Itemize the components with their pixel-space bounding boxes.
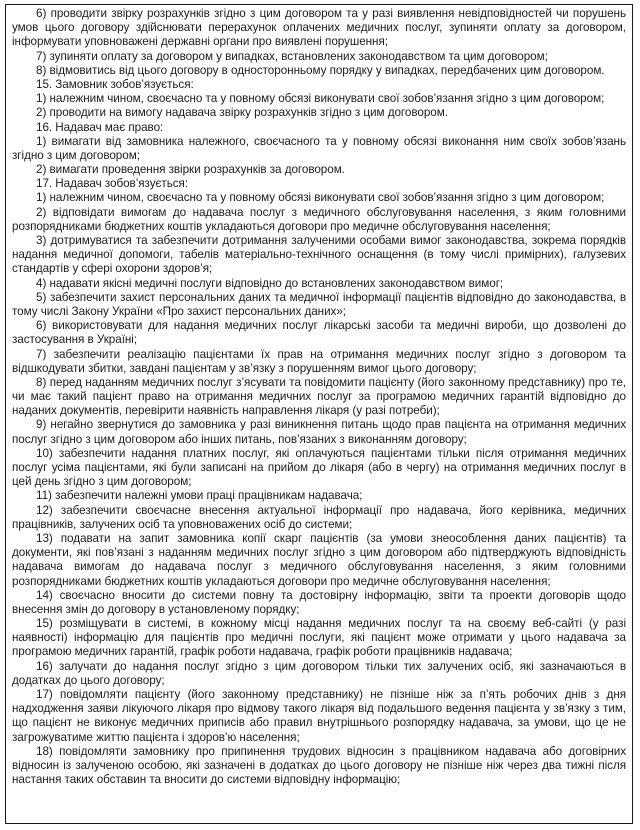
document-page [5,4,633,824]
contract-paragraph: 2) вимагати проведення звірки розрахунків за договором. [36,163,345,177]
contract-paragraph: 12) забезпечити своєчасне внесення актуальної інформації про надавача, його керівника, медичних працівників, залучених осіб та уповноважених осіб до системи; [12,503,626,531]
contract-paragraph: 1) належним чином, своєчасно та у повному обсязі виконувати свої зобов’язання згідно з цим договором; [36,92,605,106]
contract-paragraph: 17. Надавач зобов’язується: [36,177,189,191]
contract-paragraph: 1) вимагати від замовника належного, своєчасного та у повному обсязі виконання ним своїх зобов’язань згідно з цим договором; [12,134,626,162]
contract-paragraph: 10) забезпечити надання платних послуг, які оплачуються пацієнтами тільки після отримання медичних послуг усіма пацієнтами, які були записані на прийом до лікаря (або в чергу) на отримання медичних послуг в цей день згідно з цим договором; [12,446,626,489]
contract-paragraph: 9) негайно звернутися до замовника у разі виникнення питань щодо прав пацієнта на отримання медичних послуг згідно з цим договором або інших питань, пов’язаних з виконанням договору; [12,418,626,446]
contract-paragraph: 11) забезпечити належні умови праці працівникам надавача; [36,489,363,503]
contract-paragraph: 5) забезпечити захист персональних даних та медичної інформації пацієнтів відповідно до законодавства, в тому числі Закону України «Про захист персональних даних»; [12,290,626,318]
contract-paragraph: 17) повідомляти пацієнту (його законному представнику) не пізніше ніж за п’ять робочих днів з дня надходження заяви лікуючого лікаря про відмову такого лікаря від подальшого ведення пацієнта у зв’язку з тим, що пацієнт не виконує медичних приписів або правил внутрішнього розпорядку надавача, за умови, що це не загрожуватиме життю пацієнта і здоров’ю населення; [12,688,626,744]
contract-paragraph: 4) надавати якісні медичні послуги відповідно до встановлених законодавством вимог; [36,276,504,290]
contract-paragraph: 8) перед наданням медичних послуг з’ясувати та повідомити пацієнту (його законному представнику) про те, чи має такий пацієнт право на отримання медичних послуг за програмою медичних гарантій відповідно до наданих документів, перевірити наявність направлення лікаря (у разі потреби); [12,375,626,418]
contract-paragraph: 6) використовувати для надання медичних послуг лікарські засоби та медичні вироби, що дозволені до застосування в Україні; [12,319,626,347]
contract-paragraph: 2) відповідати вимогам до надавача послуг з медичного обслуговування населення, з яким головними розпорядниками бюджетних коштів укладаються договори про медичне обслуговування населення; [12,205,626,233]
contract-paragraph: 13) подавати на запит замовника копії скарг пацієнтів (за умови знеособлення даних пацієнтів) та документи, які пов’язані з наданням медичних послуг згідно з цим договором або підтверджують відповідність надавача вимогам до надавача послуг з медичного обслуговування населення, з яким головними розпорядниками бюджетних коштів укладаються договори про медичне обслуговування населення; [12,531,626,588]
contract-paragraph: 16. Надавач має право: [36,120,164,134]
contract-paragraph: 15. Замовник зобов’язується: [36,77,194,91]
contract-paragraph: 8) відмовитись від цього договору в односторонньому порядку у випадках, передбачених цим договором. [36,63,605,77]
contract-paragraph: 14) своєчасно вносити до системи повну та достовірну інформацію, звіти та проекти договорів щодо внесення змін до договору в установленому порядку; [12,588,626,616]
contract-paragraph: 15) розміщувати в системі, в кожному місці надання медичних послуг та на своєму веб-сайті (у разі наявності) інформацію для пацієнтів про медичні послуги, які пацієнт може отримати у цього надавача за програмою медичних гарантій, графік роботи надавача, графік роботи працівників надавача; [12,617,626,659]
contract-text [12,7,626,787]
contract-paragraph: 18) повідомляти замовнику про припинення трудових відносин з працівником надавача або договірних відносин із залученою особою, які зазначені в додатках до цього договору не пізніше ніж через два тижні після настання таких обставин та вносити до системи відповідну інформацію; [12,744,626,787]
contract-paragraph: 6) проводити звірку розрахунків згідно з цим договором та у разі виявлення невідповідностей чи порушень умов цього договору здійснювати перерахунок оплачених медичних послуг, зупиняти оплату за договором, інформувати уповноважені державні органи про виявлені порушення; [12,7,626,49]
contract-paragraph: 2) проводити на вимогу надавача звірку розрахунків згідно з цим договором. [36,106,448,120]
contract-paragraph: 16) залучати до надання послуг згідно з цим договором тільки тих залучених осіб, які зазначаються в додатках до цього договору; [12,659,626,687]
contract-paragraph: 7) забезпечити реалізацію пацієнтами їх прав на отримання медичних послуг згідно з договором та відшкодувати збитки, завдані пацієнтам у зв’язку з порушенням вимог цього договору; [12,347,626,375]
contract-paragraph: 3) дотримуватися та забезпечити дотримання залученими особами вимог законодавства, зокрема порядків надання медичної допомоги, табелів матеріально-технічного оснащення (в тому числі примірних), галузевих стандартів у сфері охорони здоров’я; [12,234,626,276]
contract-paragraph: 7) зупиняти оплату за договором у випадках, встановлених законодавством та цим договором; [36,49,548,63]
contract-paragraph: 1) належним чином, своєчасно та у повному обсязі виконувати свої зобов’язання згідно з цим договором; [36,191,605,205]
